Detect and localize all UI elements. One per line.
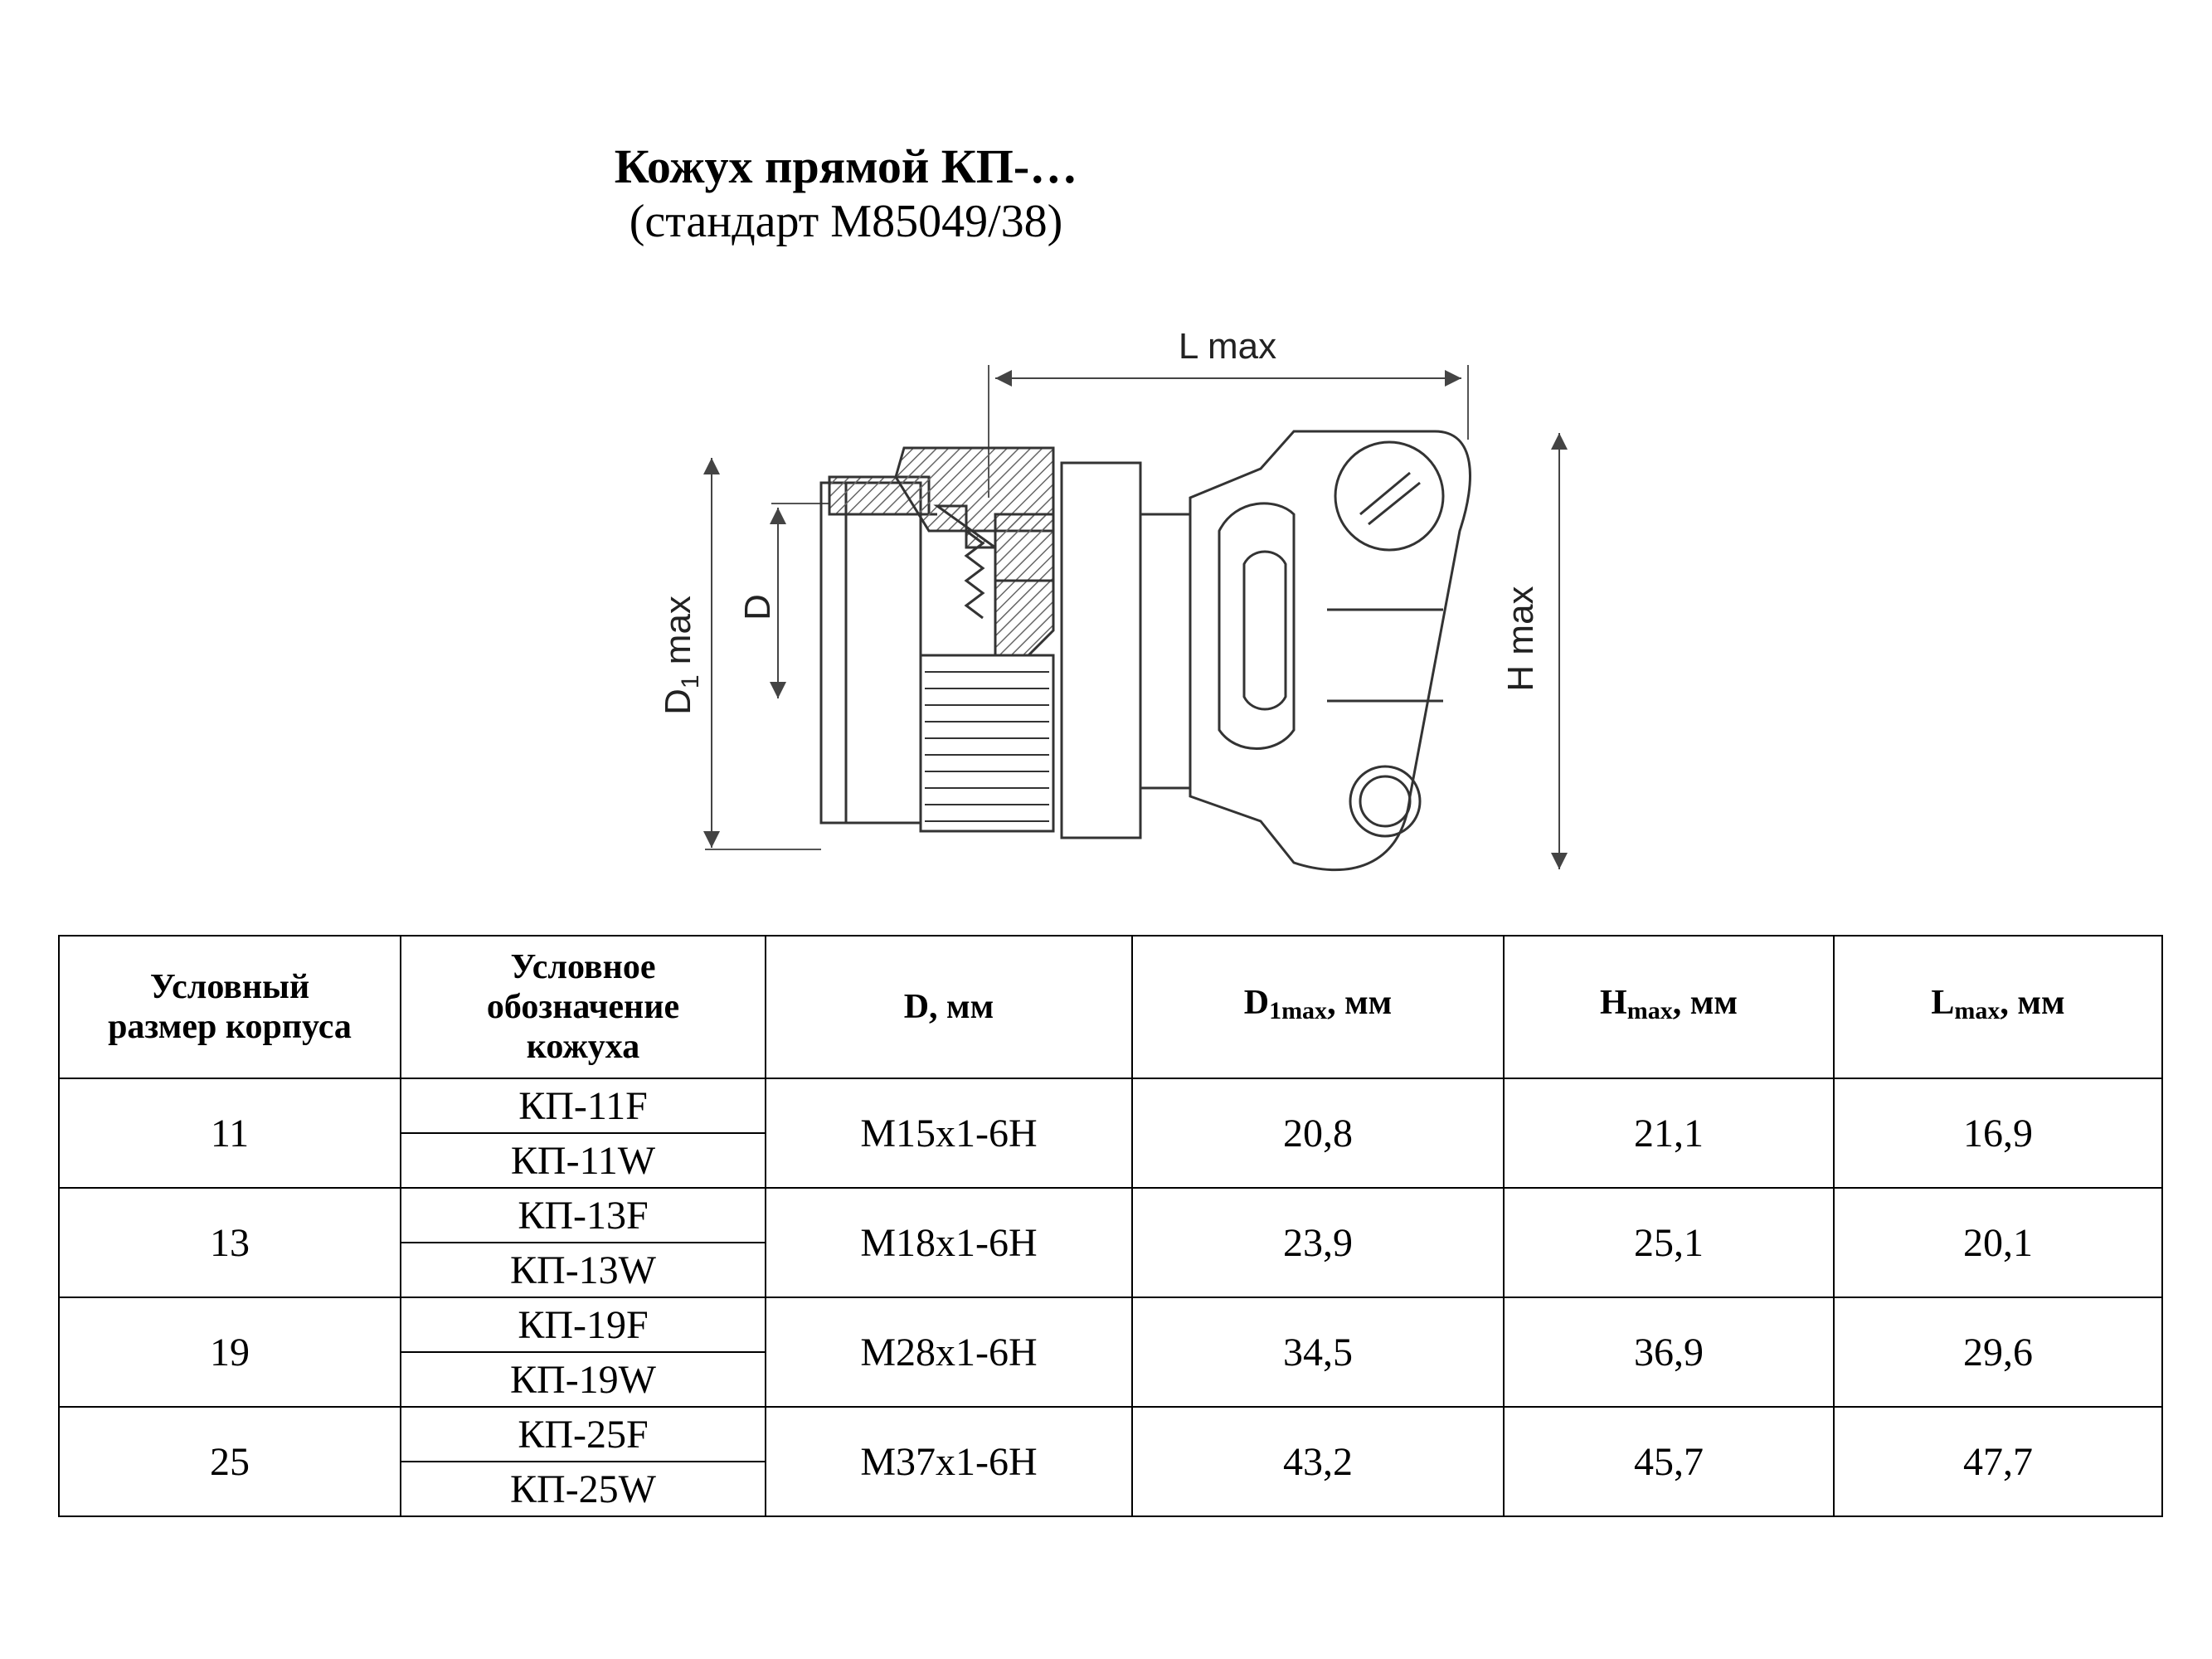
cell-designation: КП-19F bbox=[401, 1297, 766, 1352]
header-size: Условный размер корпуса bbox=[59, 936, 401, 1078]
page-title: Кожух прямой КП-… bbox=[614, 139, 1078, 193]
cell-size: 25 bbox=[59, 1407, 401, 1516]
table-row bbox=[59, 1407, 2162, 1462]
cell-designation: КП-13F bbox=[401, 1188, 766, 1243]
cell-hmax: 36,9 bbox=[1504, 1297, 1834, 1407]
cell-d: M15x1-6H bbox=[766, 1078, 1132, 1188]
header-d: D, мм bbox=[766, 936, 1132, 1078]
knurled-ring bbox=[925, 672, 1049, 821]
cell-d1max: 23,9 bbox=[1132, 1188, 1504, 1297]
cell-lmax: 20,1 bbox=[1834, 1188, 2162, 1297]
cell-d1max: 20,8 bbox=[1132, 1078, 1504, 1188]
connector-body bbox=[821, 431, 1470, 870]
cell-hmax: 45,7 bbox=[1504, 1407, 1834, 1516]
cell-size: 11 bbox=[59, 1078, 401, 1188]
header-hmax: $H_{max}$, мм bbox=[1504, 936, 1834, 1078]
d-dimension bbox=[737, 504, 829, 698]
cell-d1max: 43,2 bbox=[1132, 1407, 1504, 1516]
cell-d: M18x1-6H bbox=[766, 1188, 1132, 1297]
cell-lmax: 16,9 bbox=[1834, 1078, 2162, 1188]
d-label: D bbox=[737, 594, 778, 620]
cell-size: 19 bbox=[59, 1297, 401, 1407]
cell-lmax: 47,7 bbox=[1834, 1407, 2162, 1516]
page-subtitle: (стандарт M85049/38) bbox=[629, 196, 1063, 247]
cell-size: 13 bbox=[59, 1188, 401, 1297]
cell-hmax: 21,1 bbox=[1504, 1078, 1834, 1188]
cell-designation: КП-25W bbox=[401, 1462, 766, 1516]
cell-hmax: 25,1 bbox=[1504, 1188, 1834, 1297]
table-row bbox=[59, 1078, 2162, 1133]
h-max-label: H max bbox=[1500, 586, 1541, 692]
d1-max-dimension bbox=[658, 458, 821, 849]
cell-designation: КП-11F bbox=[401, 1078, 766, 1133]
d1-max-label: $D_1$ max bbox=[658, 596, 704, 715]
cell-designation: КП-25F bbox=[401, 1407, 766, 1462]
table-row bbox=[59, 1188, 2162, 1243]
spec-table bbox=[58, 935, 2163, 1517]
cell-d: M37x1-6H bbox=[766, 1407, 1132, 1516]
table-row bbox=[59, 1297, 2162, 1352]
cell-d1max: 34,5 bbox=[1132, 1297, 1504, 1407]
header-designation: Условное обозначение кожуха bbox=[401, 936, 766, 1078]
cell-d: M28x1-6H bbox=[766, 1297, 1132, 1407]
cell-designation: КП-13W bbox=[401, 1243, 766, 1297]
h-max-dimension bbox=[1500, 433, 1559, 869]
header-d1max: $D_{1max}$, мм bbox=[1132, 936, 1504, 1078]
header-row bbox=[59, 936, 2162, 1078]
header-lmax: $L_{max}$, мм bbox=[1834, 936, 2162, 1078]
cell-lmax: 29,6 bbox=[1834, 1297, 2162, 1407]
cell-designation: КП-19W bbox=[401, 1352, 766, 1407]
cell-designation: КП-11W bbox=[401, 1133, 766, 1188]
l-max-label: L max bbox=[1178, 326, 1277, 367]
